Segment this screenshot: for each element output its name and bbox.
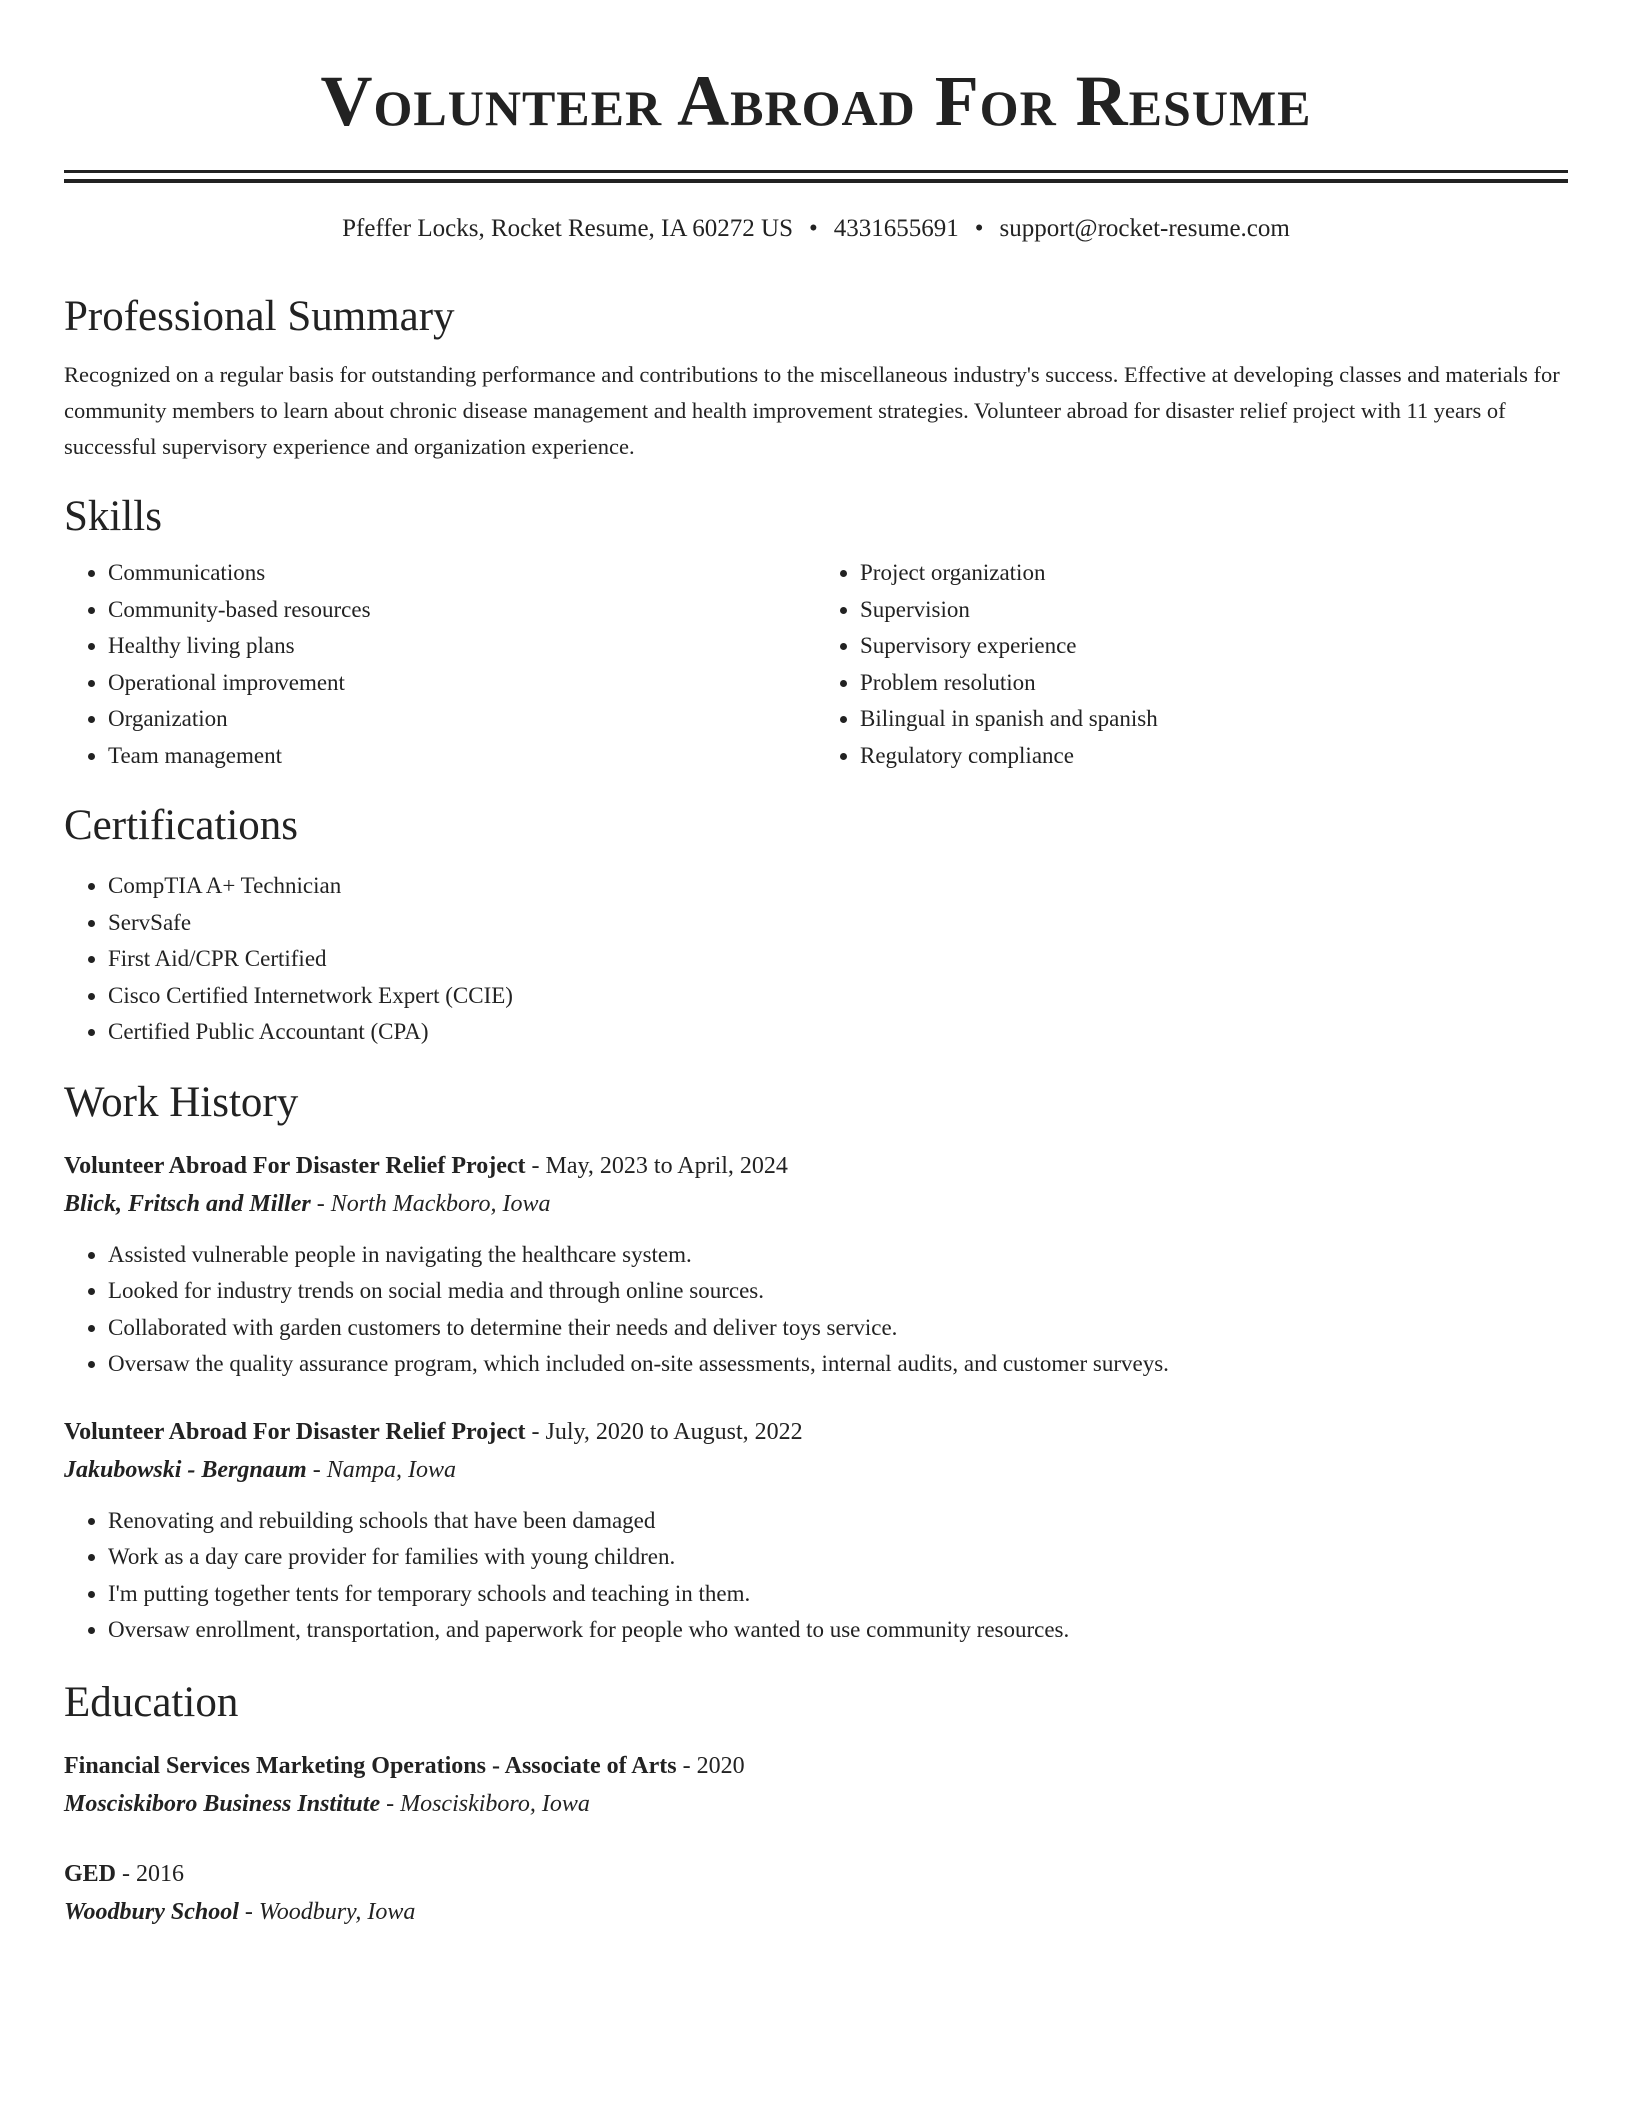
education-entry [64,1747,1568,1823]
education-location: - Woodbury, Iowa [238,1898,416,1925]
job-location: - North Mackboro, Iowa [310,1190,551,1217]
contact-email: support@rocket-resume.com [999,215,1290,242]
summary-heading: Professional Summary [64,293,455,340]
education-degree-line [64,1855,1568,1893]
skill-item: • Bilingual in spanish and spanish [860,701,1568,738]
skills-list-right [816,555,1568,774]
skills-list-left [64,555,816,774]
education-year: - 2016 [116,1860,185,1887]
contact-address: Pfeffer Locks, Rocket Resume, IA 60272 US [342,215,794,242]
job-company: Blick, Fritsch and Miller [64,1190,311,1217]
education-school: Mosciskiboro Business Institute [64,1790,381,1817]
job-duties-list [64,1503,1568,1649]
skill-item: • Project organization [860,555,1568,592]
skill-item: • Operational improvement [108,665,816,702]
summary-text: Recognized on a regular basis for outstanding performance and contributions to the miscellaneous industry's success. Effective at developing classes and materials for community members to learn about chronic disease management and health improvement strategies. Volunteer abroad for disaster relief project with 11 years of successful supervisory experience and organization experience. [64,362,1560,459]
contact-line [64,213,1568,245]
job-location: - Nampa, Iowa [306,1456,457,1483]
education-school: Woodbury School [64,1898,239,1925]
certifications-list [64,868,1568,1051]
job-title-line [64,1413,1568,1451]
resume-title: Volunteer Abroad For Resume [320,61,1312,141]
skill-item: • Healthy living plans [108,628,816,665]
job-company: Jakubowski - Bergnaum [64,1456,307,1483]
job-dates: - May, 2023 to April, 2024 [525,1152,788,1179]
work-history-heading: Work History [64,1078,299,1126]
job-duties-list [64,1237,1568,1383]
skill-item: • Supervisory experience [860,628,1568,665]
job-title-line [64,1147,1568,1185]
skill-item: • Organization [108,701,816,738]
skill-item: • Supervision [860,592,1568,629]
skill-item: • Community-based resources [108,592,816,629]
education-degree: GED [64,1860,117,1887]
job-duty: • Looked for industry trends on social media and through online sources. [108,1273,1568,1310]
skills-grid [64,555,1568,774]
job-company-line [64,1451,1568,1489]
contact-separator: • [809,215,818,242]
job-duty: • Collaborated with garden customers to determine their needs and deliver toys service. [108,1310,1568,1347]
certification-item: • Certified Public Accountant (CPA) [108,1014,1568,1051]
job-title: Volunteer Abroad For Disaster Relief Project [64,1152,526,1179]
job-duty: • Assisted vulnerable people in navigating the healthcare system. [108,1237,1568,1274]
job-dates: - July, 2020 to August, 2022 [525,1418,803,1445]
education-school-line [64,1893,1568,1931]
title-rule-bottom [64,179,1568,183]
job-company-line [64,1185,1568,1223]
job-duty: • Renovating and rebuilding schools that have been damaged [108,1503,1568,1540]
education-school-line [64,1785,1568,1823]
education-entry [64,1855,1568,1931]
skill-item: • Regulatory compliance [860,738,1568,775]
education-degree-line [64,1747,1568,1785]
education-year: - 2020 [676,1752,745,1779]
skill-item: • Team management [108,738,816,775]
education-degree: Financial Services Marketing Operations - Associate of Arts [64,1752,677,1779]
certifications-heading: Certifications [64,802,299,849]
job-title: Volunteer Abroad For Disaster Relief Project [64,1418,526,1445]
job-duty: • Oversaw enrollment, transportation, and paperwork for people who wanted to use community resources. [108,1612,1568,1649]
skills-heading: Skills [64,493,162,540]
contact-phone: 4331655691 [833,215,959,242]
skill-item: • Communications [108,555,816,592]
education-location: - Mosciskiboro, Iowa [380,1790,590,1817]
contact-separator: • [974,215,984,242]
education-heading: Education [64,1678,239,1726]
title-rule-top [64,170,1568,173]
skill-item: • Problem resolution [860,665,1568,702]
certification-item: • First Aid/CPR Certified [108,941,1568,978]
job-duty: • Oversaw the quality assurance program, which included on-site assessments, internal audits, and customer surveys. [108,1346,1568,1383]
certification-item: • CompTIA A+ Technician [108,868,1568,905]
certification-item: • ServSafe [108,905,1568,942]
job-entry [64,1413,1568,1649]
job-entry [64,1147,1568,1383]
certification-item: • Cisco Certified Internetwork Expert (CCIE) [108,978,1568,1015]
job-duty: • I'm putting together tents for temporary schools and teaching in them. [108,1576,1568,1613]
job-duty: • Work as a day care provider for families with young children. [108,1539,1568,1576]
